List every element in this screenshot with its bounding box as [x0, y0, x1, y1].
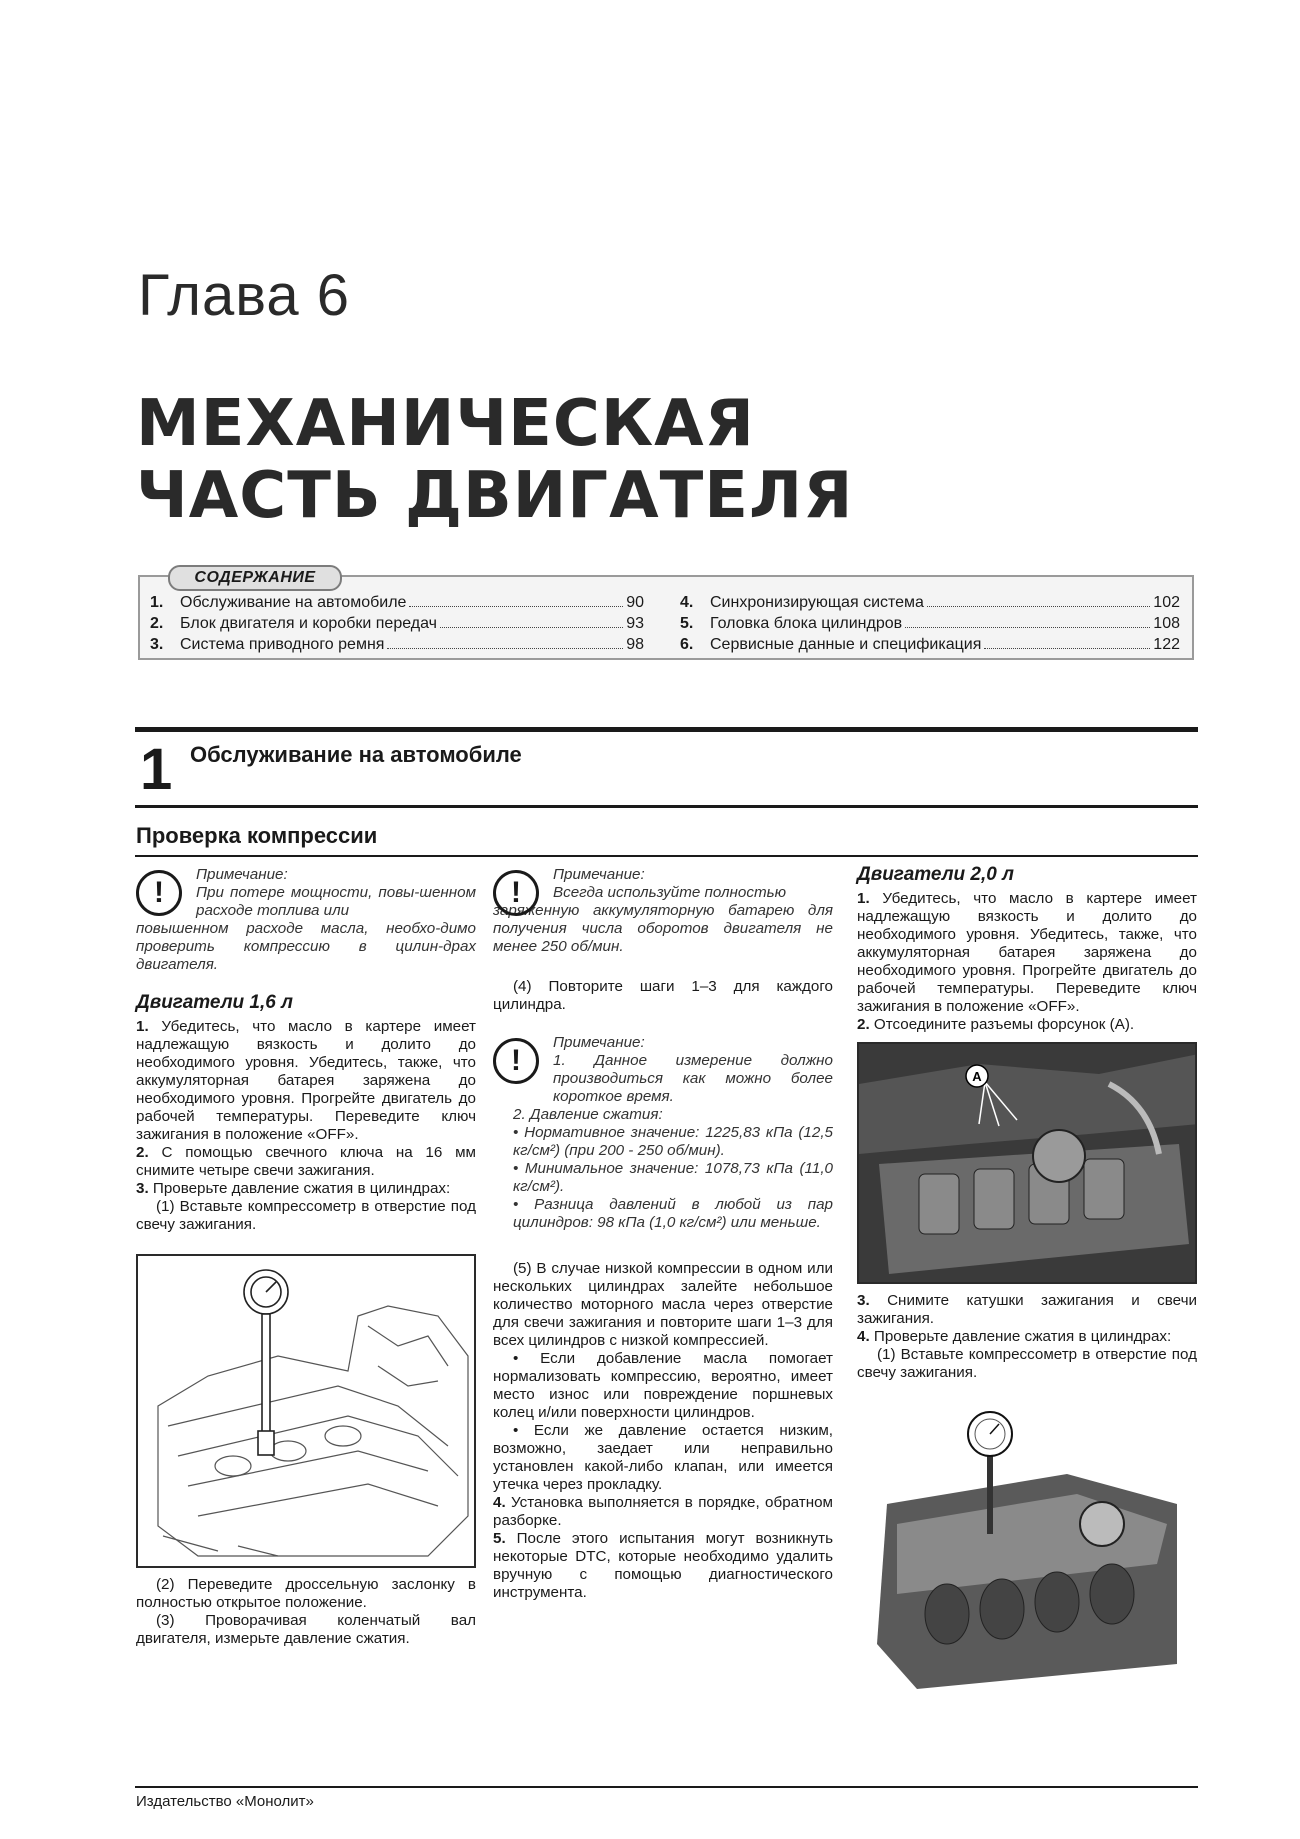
injector-connectors-photo [857, 1042, 1197, 1284]
toc-item-label: Система приводного ремня [180, 636, 385, 653]
paragraph: (1) Вставьте компрессометр в отверстие под свечу зажигания. [136, 1198, 476, 1233]
section-rule-top [135, 727, 1198, 732]
note-text: Всегда используйте полностью [553, 884, 787, 901]
toc-item-label: Синхронизирующая система [710, 594, 924, 611]
paragraph: (1) Вставьте компрессометр в отверстие под свечу зажигания. [857, 1346, 1197, 1381]
step-number: 2. [136, 1144, 149, 1161]
section-title: Обслуживание на автомобиле [190, 742, 522, 767]
toc-leader-dots [440, 613, 623, 628]
exclamation-icon: ! [136, 870, 182, 916]
toc-item-page: 108 [1153, 615, 1180, 632]
step-number: 4. [857, 1328, 870, 1345]
paragraph [857, 1016, 1197, 1034]
toc-item-number: 1. [150, 594, 164, 611]
paragraph [493, 1530, 833, 1602]
toc-item-number: 2. [150, 615, 164, 632]
note-text: При потере мощности, повы-шенном расходе топлива или [196, 884, 476, 919]
step-text: Отсоедините разъемы форсунок (А). [873, 1016, 1135, 1033]
toc-item-number: 5. [680, 615, 694, 632]
toc-item[interactable] [680, 634, 1180, 656]
step-text: Установка выполняется в порядке, обратном разборке. [493, 1494, 833, 1529]
paragraph: • Если же давление остается низким, возможно, заедает или неправильно установлен какой-либо клапан, или имеется утечка через прокладку. [493, 1422, 833, 1493]
note-block [493, 866, 833, 956]
toc-leader-dots [927, 592, 1150, 607]
publisher-footer: Издательство «Монолит» [136, 1793, 314, 1810]
paragraph [136, 1144, 476, 1180]
toc-item-page: 102 [1153, 594, 1180, 611]
note-text: • Минимальное значение: 1078,73 кПа (11,0 кг/см²). [513, 1160, 833, 1195]
step-text: Убедитесь, что масло в картере имеет надлежащую вязкость и долито до необходимого уровня. Убедитесь, также, что аккумуляторная батарея заряжена до необходимого уровня. Прогрейте двигатель до рабочей температуры. Переведите ключ зажигания в положение «OFF». [857, 890, 1197, 1015]
step-number: 5. [493, 1530, 506, 1547]
toc-item[interactable] [680, 592, 1180, 614]
step-text: После этого испытания могут возникнуть некоторые DTC, которые необходимо удалить вручную с помощью диагностического инструмента. [493, 1530, 833, 1601]
column-heading: Двигатели 1,6 л [136, 992, 293, 1013]
engine-bay-photo [859, 1044, 1197, 1282]
paragraph: (5) В случае низкой компрессии в одном или нескольких цилиндрах залейте небольшое количество моторного масла через отверстие для свечи зажигания и повторите шаги 1–3 для всех цилиндров с низкой компрессией. [493, 1260, 833, 1349]
toc-item-number: 4. [680, 594, 694, 611]
step-text: Снимите катушки зажигания и свечи зажигания. [857, 1292, 1197, 1327]
toc-leader-dots [409, 592, 623, 607]
step-number: 1. [857, 890, 870, 907]
step-text: Убедитесь, что масло в картере имеет надлежащую вязкость и долито до необходимого уровня. Убедитесь, также, что аккумуляторная батарея заряжена до необходимого уровня. Прогрейте двигатель до рабочей температуры. Переведите ключ зажигания в положение «OFF». [136, 1018, 476, 1143]
note-label: Примечание: [196, 866, 288, 883]
step-number: 4. [493, 1494, 506, 1511]
engine-gauge-photo [857, 1394, 1197, 1694]
chapter-title-line2: ЧАСТЬ ДВИГАТЕЛЯ [136, 459, 854, 533]
toc-item-label: Блок двигателя и коробки передач [180, 615, 437, 632]
step-number: 1. [136, 1018, 149, 1035]
text-column-3 [857, 866, 1197, 1702]
toc-leader-dots [905, 613, 1150, 628]
toc-leader-dots [984, 634, 1150, 649]
footer-rule [135, 1786, 1198, 1788]
paragraph: (2) Переведите дроссельную заслонку в полностью открытое положение. [136, 1576, 476, 1611]
figure-callout: A [972, 1069, 982, 1084]
engine-line-drawing [136, 1254, 476, 1568]
toc-item-page: 98 [626, 636, 644, 653]
paragraph: (3) Проворачивая коленчатый вал двигателя, измерьте давление сжатия. [136, 1612, 476, 1647]
paragraph [857, 890, 1197, 1016]
toc-item[interactable] [150, 634, 644, 656]
note-text: 1. Данное измерение должно производиться как можно более короткое время. [553, 1052, 833, 1105]
toc-item-page: 90 [626, 594, 644, 611]
chapter-title [136, 388, 1036, 532]
toc-item-page: 93 [626, 615, 644, 632]
note-text: • Разница давлений в любой из пар цилиндров: 98 кПа (1,0 кг/см²) или меньше. [513, 1196, 833, 1231]
note-text: повышенном расходе масла, необхо-димо проверить компрессию в цилин-драх двигателя. [136, 920, 476, 973]
text-column-2 [493, 866, 833, 1602]
exclamation-icon: ! [493, 870, 539, 916]
toc-heading: СОДЕРЖАНИЕ [168, 565, 342, 591]
step-number: 3. [136, 1180, 149, 1197]
compression-gauge-drawing [138, 1256, 476, 1566]
step-text: Проверьте давление сжатия в цилиндрах: [152, 1180, 451, 1197]
toc-item-label: Обслуживание на автомобиле [180, 594, 407, 611]
exclamation-icon: ! [493, 1038, 539, 1084]
note-text: • Нормативное значение: 1225,83 кПа (12,5 кг/см²) (при 200 - 250 об/мин). [513, 1124, 833, 1159]
paragraph [857, 1292, 1197, 1328]
subsection-rule [135, 855, 1198, 857]
section-number: 1 [140, 737, 173, 802]
section-rule-bottom [135, 805, 1198, 808]
toc-item-number: 3. [150, 636, 164, 653]
chapter-title-line1: МЕХАНИЧЕСКАЯ [136, 387, 755, 461]
paragraph: (4) Повторите шаги 1–3 для каждого цилиндра. [493, 978, 833, 1013]
table-of-contents [138, 569, 1194, 660]
toc-item[interactable] [150, 613, 644, 635]
toc-item-label: Сервисные данные и спецификация [710, 636, 982, 653]
toc-item[interactable] [680, 613, 1180, 635]
column-heading: Двигатели 2,0 л [857, 864, 1014, 885]
note-text: заряженную аккумуляторную батарею для получения числа оборотов двигателя не менее 250 об/мин. [493, 902, 833, 955]
step-number: 3. [857, 1292, 870, 1309]
paragraph [857, 1328, 1197, 1346]
compression-gauge-photo [857, 1394, 1197, 1694]
step-text: С помощью свечного ключа на 16 мм снимите четыре свечи зажигания. [136, 1144, 476, 1179]
toc-leader-dots [387, 634, 623, 649]
paragraph: • Если добавление масла помогает нормализовать компрессию, вероятно, имеет место износ или повреждение поршневых колец и/или поверхности цилиндров. [493, 1350, 833, 1421]
toc-item-number: 6. [680, 636, 694, 653]
toc-item-page: 122 [1153, 636, 1180, 653]
subsection-title: Проверка компрессии [136, 823, 378, 848]
note-block [136, 866, 476, 974]
step-number: 2. [857, 1016, 870, 1033]
paragraph [136, 1180, 476, 1198]
note-label: Примечание: [553, 866, 645, 883]
paragraph [136, 1018, 476, 1144]
note-label: Примечание: [553, 1034, 645, 1051]
paragraph [493, 1494, 833, 1530]
step-text: Проверьте давление сжатия в цилиндрах: [873, 1328, 1172, 1345]
toc-item-label: Головка блока цилиндров [710, 615, 903, 632]
text-column-1 [136, 866, 476, 1648]
toc-item[interactable] [150, 592, 644, 614]
note-block [493, 1034, 833, 1232]
chapter-label: Глава 6 [138, 263, 351, 328]
note-text: 2. Давление сжатия: [513, 1106, 663, 1123]
